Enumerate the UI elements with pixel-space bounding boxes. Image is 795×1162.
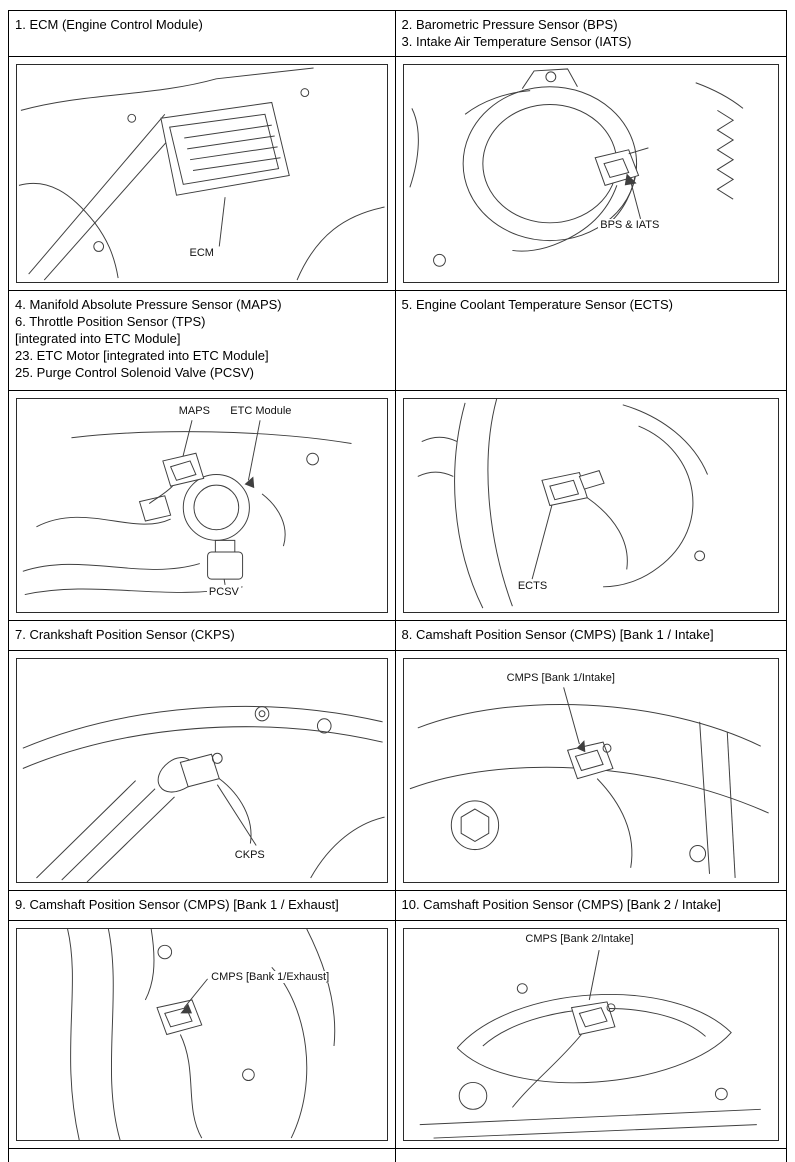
item-label-tps: 6. Throttle Position Sensor (TPS) [15,314,206,329]
figure-ects [403,398,780,613]
figure-cell-cmps-b1-intake [396,651,788,891]
item-label-ecm: 1. ECM (Engine Control Module) [15,17,203,32]
figure-label-etc-module: ETC Module [230,405,292,418]
figure-maps-etc-pcsv [16,398,388,613]
header-cell-cmps-b1-exhaust [9,891,396,921]
image-row-3 [9,651,787,891]
item-label-maps: 4. Manifold Absolute Pressure Sensor (MAPS) [15,297,282,312]
figure-label-cmps-b2-intake: CMPS [Bank 2/Intake] [525,933,634,946]
figure-cell-cmps-b1-exhaust [9,921,396,1149]
engine-line-art-cmps-b2-intake [404,929,779,1140]
item-label-cmps-b1-intake: 8. Camshaft Position Sensor (CMPS) [Bank 1 / Intake] [401,627,714,642]
component-location-table [8,10,787,1162]
item-label-bps: 2. Barometric Pressure Sensor (BPS) [401,17,618,32]
image-row-2 [9,391,787,621]
item-label-pcsv: 25. Purge Control Solenoid Valve (PCSV) [15,365,254,380]
figure-cell-bps-iats [396,57,788,291]
engine-line-art-maps-etc-pcsv [17,399,387,612]
image-row-4 [9,921,787,1149]
figure-cell-cmps-b2-intake [396,921,788,1149]
figure-label-ckps: CKPS [234,848,265,861]
figure-cell-ects [396,391,788,621]
header-cell-ects [396,291,788,391]
engine-line-art-cmps-b1-exhaust [17,929,387,1140]
figure-label-ects: ECTS [517,580,548,593]
figure-label-cmps-b1-intake: CMPS [Bank 1/Intake] [506,672,615,685]
engine-line-art-ects [404,399,779,612]
figure-ecm [16,64,388,283]
figure-cell-ckps [9,651,396,891]
header-cell-ecm [9,11,396,57]
engine-line-art-ckps [17,659,387,882]
item-label-ckps: 7. Crankshaft Position Sensor (CKPS) [15,627,235,642]
image-row-1 [9,57,787,291]
engine-line-art-bps-iats [404,65,779,282]
figure-cmps-b2-intake [403,928,780,1141]
header-row-2 [9,291,787,391]
partial-cell-left [9,1149,396,1162]
item-label-cmps-b2-intake: 10. Camshaft Position Sensor (CMPS) [Bank 2 / Intake] [401,897,721,912]
figure-label-cmps-b1-exhaust: CMPS [Bank 1/Exhaust] [211,971,330,984]
figure-label-bps-iats: BPS & IATS [600,219,660,232]
header-cell-cmps-b1-intake [396,621,788,651]
header-cell-bps-iats [396,11,788,57]
figure-label-pcsv: PCSV [208,586,239,599]
header-row-4 [9,891,787,921]
figure-cmps-b1-exhaust [16,928,388,1141]
engine-line-art-cmps-b1-intake [404,659,779,882]
figure-cmps-b1-intake [403,658,780,883]
figure-cell-ecm [9,57,396,291]
figure-ckps [16,658,388,883]
figure-bps-iats [403,64,780,283]
item-label-cmps-b1-exhaust: 9. Camshaft Position Sensor (CMPS) [Bank 1 / Exhaust] [15,897,339,912]
partial-row [9,1149,787,1162]
item-label-tps-note: [integrated into ETC Module] [15,331,181,346]
figure-cell-maps-etc-pcsv [9,391,396,621]
figure-label-maps: MAPS [178,405,210,418]
partial-cell-right [396,1149,788,1162]
item-label-iats: 3. Intake Air Temperature Sensor (IATS) [401,34,632,49]
header-cell-cmps-b2-intake [396,891,788,921]
item-label-ects: 5. Engine Coolant Temperature Sensor (ECTS) [401,297,673,312]
item-label-etc-motor: 23. ETC Motor [integrated into ETC Module] [15,348,269,363]
figure-label-ecm: ECM [189,247,214,260]
header-cell-ckps [9,621,396,651]
header-cell-maps-tps-etc-pcsv [9,291,396,391]
header-row-1 [9,11,787,57]
header-row-3 [9,621,787,651]
